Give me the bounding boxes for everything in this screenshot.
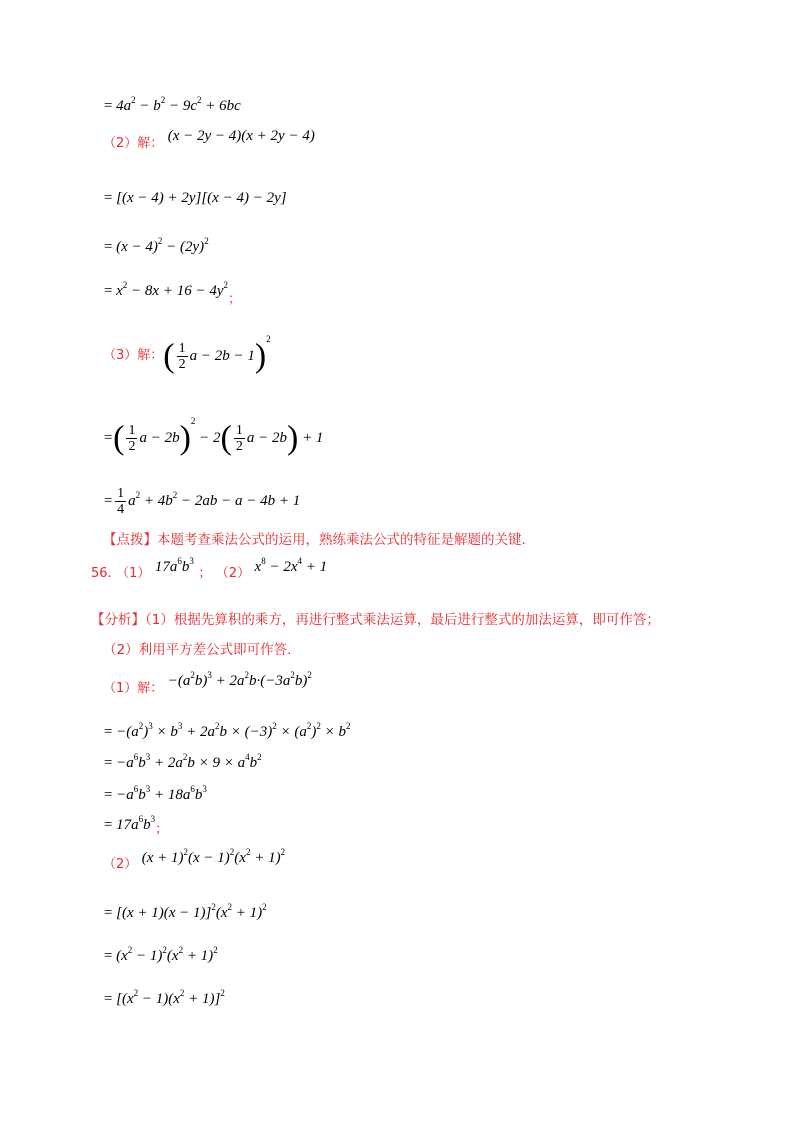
solution-1-expression: $-(a^2b)^3 + 2a^2b\cdot(-3a^2b)^2$: [167, 670, 312, 689]
analysis-line-2: （2）利用平方差公式即可作答.: [103, 642, 292, 658]
line-5-semicolon: ；: [227, 292, 241, 307]
line-8: = $\frac{1}{4}$ $a^2 + 4b^2 - 2ab - a - 4b + 1$: [103, 486, 301, 518]
question-56-separator: ；: [198, 566, 212, 581]
question-56-answer: [91, 556, 328, 584]
solution-line-9: = $[(x^2 - 1)(x^2 + 1)]^2$: [103, 988, 225, 1007]
solution-1-label: （1）解：: [103, 681, 164, 696]
solution-2-label: （2）: [103, 857, 138, 872]
line-3: = [(x − 4) + 2y][(x − 4) − 2y]: [103, 190, 287, 206]
tip-note: 【点拨】本题考查乘法公式的运用，熟练乘法公式的特征是解题的关键.: [103, 532, 526, 548]
part-3-expression: ( $\frac{1}{2}$ a − 2b − 1)$^2$: [163, 334, 271, 375]
solution-line-5: = $17a^6b^3$；: [103, 814, 169, 837]
analysis-line-1: 【分析】（1）根据先算积的乘方，再进行整式乘法运算，最后进行整式的加法运算，即可作答；: [91, 612, 660, 628]
solution-line-8: = $(x^2 - 1)^2(x^2 + 1)^2$: [103, 945, 218, 964]
question-56-answer-2: $x^8 - 2x^4 + 1$: [254, 556, 328, 575]
line-4: = $(x - 4)^2 - (2y)^2$: [103, 236, 209, 255]
question-56-number: 56.: [91, 566, 112, 581]
part-2-expression: (x − 2y − 4)(x + 2y − 4): [167, 128, 315, 144]
solution-2-heading: [103, 847, 286, 872]
question-56-part-1-label: （1）: [116, 566, 151, 581]
line-1: = $4a^2 - b^2 - 9c^2 + 6bc$: [103, 95, 241, 114]
question-56-answer-1: $17a^6b^3$: [154, 556, 194, 575]
solution-1-heading: [103, 670, 312, 699]
line-5: = $x^2 - 8x + 16 - 4y^2$；: [103, 280, 241, 307]
part-3-label: （3）解：: [103, 348, 164, 363]
solution-line-5-semicolon: ；: [155, 822, 169, 837]
line-7: =( $\frac{1}{2}$ a − 2b)$^2$ − 2( $\frac{1}{2}$ a − 2b) + 1: [103, 416, 324, 457]
part-3-heading: [103, 334, 271, 375]
solution-line-4: = $-a^6b^3 + 18a^6b^3$: [103, 784, 207, 803]
part-2-label: （2）解：: [103, 136, 164, 151]
solution-2-expression: $(x + 1)^2(x - 1)^2(x^2 + 1)^2$: [141, 847, 286, 866]
solution-line-3: = $-a^6b^3 + 2a^2b \times 9 \times a^4b^2$: [103, 752, 262, 771]
solution-line-2: = $-(a^2)^3 \times b^3 + 2a^2b \times (-3)^2 \times (a^2)^2 \times b^2$: [103, 721, 351, 740]
solution-line-7: = $[(x + 1)(x - 1)]^2(x^2 + 1)^2$: [103, 902, 267, 921]
part-2-heading: [103, 128, 315, 154]
question-56-part-2-label: （2）: [215, 566, 251, 581]
